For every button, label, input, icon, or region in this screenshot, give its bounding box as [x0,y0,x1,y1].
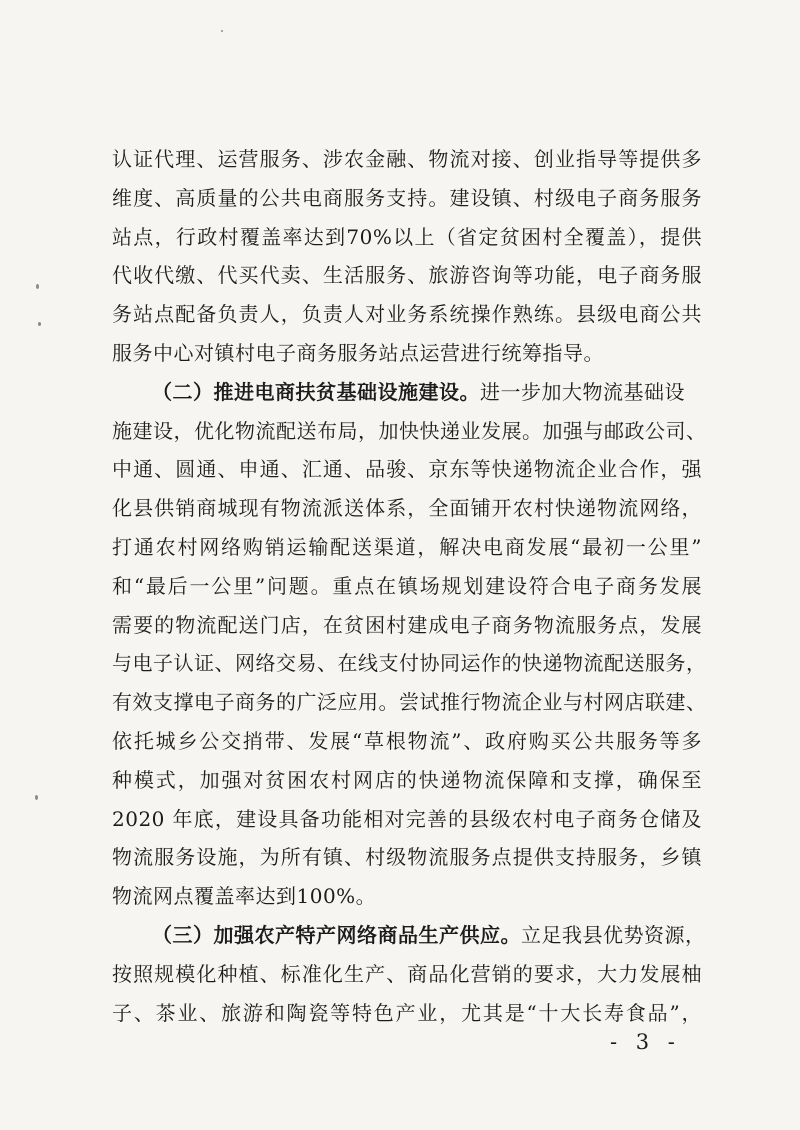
scan-speck [38,322,41,326]
text-line: 中通、圆通、申通、汇通、品骏、京东等快递物流企业合作，强 [112,457,702,482]
section-2-first-line [112,373,702,412]
section-2-first-text: 进一步加大物流基础设 [480,379,685,404]
text-line: 2020 年底，建设具备功能相对完善的县级农村电子商务仓储及 [112,806,702,831]
text-line: 施建设，优化物流配送布局，加快快递业发展。加强与邮政公司、 [112,418,707,443]
scan-speck [221,30,223,32]
text-line: 与电子认证、网络交易、在线支付协同运作的快递物流配送服务， [112,651,707,676]
section-3-heading: （三）加强农产特产网络商品生产供应。 [152,922,521,947]
text-line: 认证代理、运营服务、涉农金融、物流对接、创业指导等提供多 [112,147,702,171]
text-line: 有效支撑电子商务的广泛应用。尝试推行物流企业与村网店联建、 [112,690,707,715]
text-line: 维度、高质量的公共电商服务支持。建设镇、村级电子商务服务 [112,185,702,210]
section-3-first-line [112,916,706,955]
text-line: 物流服务设施，为所有镇、村级物流服务点提供支持服务，乡镇 [112,845,702,870]
section-2-heading: （二）推进电商扶贫基础设施建设。 [152,379,480,404]
page-number: - 3 - [610,1030,681,1054]
text-line: 依托城乡公交捎带、发展“草根物流”、政府购买公共服务等多 [112,728,702,753]
text-line: 种模式，加强对贫困农村网店的快递物流保障和支撑，确保至 [112,767,702,792]
text-line: 物流网点覆盖率达到100%。 [112,884,377,909]
text-line: 务站点配备负责人，负责人对业务系统操作熟练。县级电商公共 [112,302,702,327]
scan-speck [35,795,38,800]
scan-speck [36,284,39,289]
text-line: 服务中心对镇村电子商务服务站点运营进行统筹指导。 [112,340,604,365]
text-line: 需要的物流配送门店，在贫困村建成电子商务物流服务点，发展 [112,612,702,637]
text-line: 站点，行政村覆盖率达到70%以上（省定贫困村全覆盖），提供 [112,224,702,249]
text-line: 化县供销商城现有物流派送体系，全面铺开农村快递物流网络， [112,496,702,521]
body-text [112,140,707,1032]
text-line: 子、茶业、旅游和陶瓷等特色产业，尤其是“十大长寿食品”， [112,1000,702,1025]
text-line: 打通农村网络购销运输配送渠道，解决电商发展“最初一公里” [112,534,702,559]
text-line: 和“最后一公里”问题。重点在镇场规划建设符合电子商务发展 [112,573,702,598]
section-3-first-text: 立足我县优势资源， [521,922,706,947]
text-line: 按照规模化种植、标准化生产、商品化营销的要求，大力发展柚 [112,961,702,986]
text-line: 代收代缴、代买代卖、生活服务、旅游咨询等功能，电子商务服 [112,263,702,288]
